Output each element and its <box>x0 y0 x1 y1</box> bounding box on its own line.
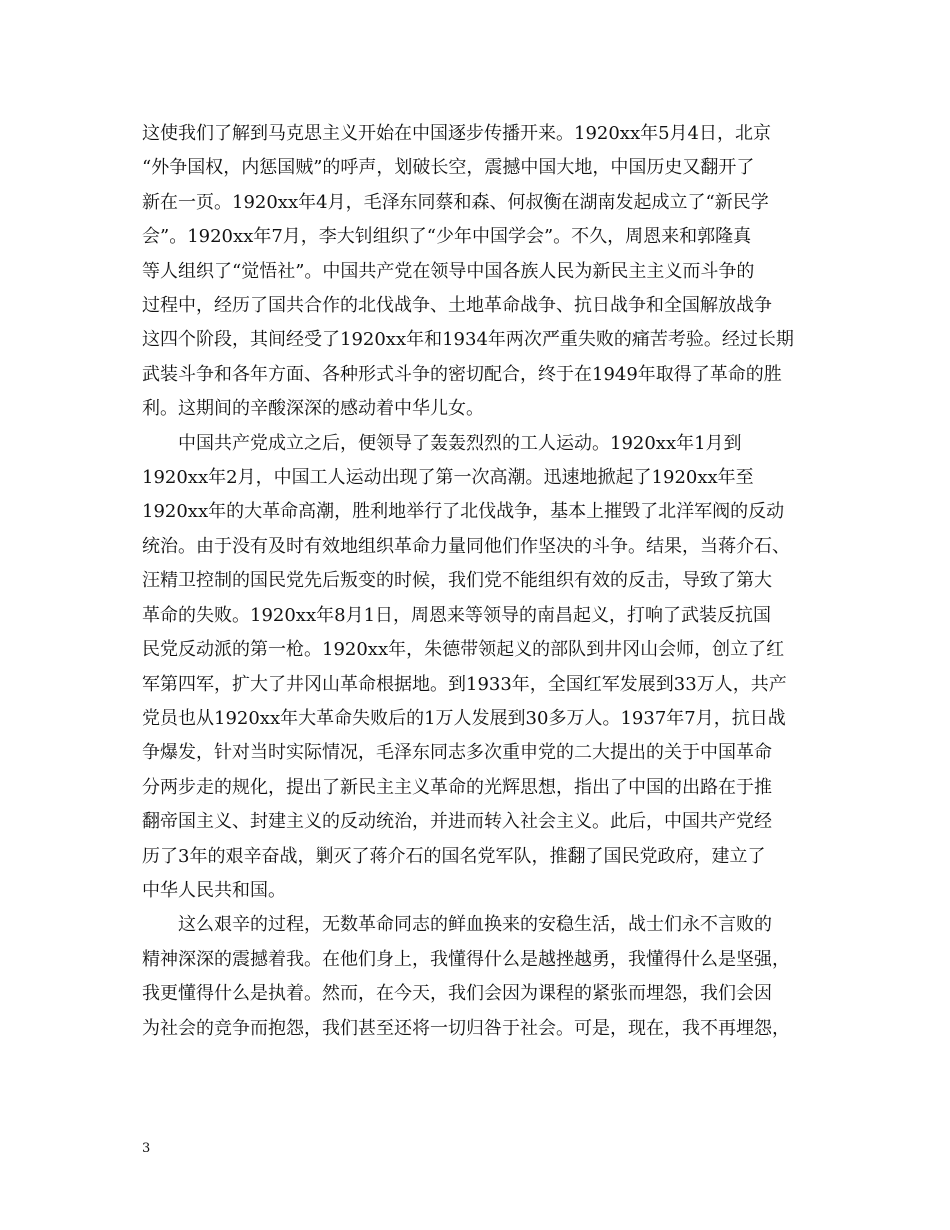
text-line: 我更懂得什么是执着。然而，在今天，我们会因为课程的紧张而埋怨，我们会因 <box>142 983 772 1005</box>
paragraph-2 <box>142 427 822 909</box>
text-line: 这么艰辛的过程，无数革命同志的鲜血换来的安稳生活，战士们永不言败的 <box>142 914 772 936</box>
text-line: 武装斗争和各年方面、各种形式斗争的密切配合，终于在1949年取得了革命的胜 <box>142 363 782 385</box>
page-number: 3 <box>142 1141 151 1156</box>
text-line: 这四个阶段，其间经受了1920xx年和1934年两次严重失败的痛苦考验。经过长期 <box>142 329 794 351</box>
text-line: 这使我们了解到马克思主义开始在中国逐步传播开来。1920xx年5月4日，北京 <box>142 123 772 144</box>
paragraph-1 <box>142 117 822 427</box>
paragraph-3 <box>142 908 822 1046</box>
text-line: 会”。1920xx年7月，李大钊组织了“少年中国学会”。不久，周恩来和郭隆真 <box>142 226 752 248</box>
text-line: 中华人民共和国。 <box>142 879 286 901</box>
text-line: 统治。由于没有及时有效地组织革命力量同他们作坚决的斗争。结果，当蒋介石、 <box>142 535 790 557</box>
text-line: 为社会的竞争而抱怨，我们甚至还将一切归咎于社会。可是，现在，我不再埋怨， <box>142 1017 790 1039</box>
text-line: 分两步走的规化，提出了新民主主义革命的光辉思想，指出了中国的出路在于推 <box>142 776 772 798</box>
text-line: 汪精卫控制的国民党先后叛变的时候，我们党不能组织有效的反击，导致了第大 <box>142 570 772 592</box>
text-line: 翻帝国主义、封建主义的反动统治，并进而转入社会主义。此后，中国共产党经 <box>142 811 772 833</box>
text-line: 革命的失败。1920xx年8月1日，周恩来等领导的南昌起义，打响了武装反抗国 <box>142 604 772 626</box>
text-line: 1920xx年的大革命高潮，胜利地举行了北伐战争，基本上摧毁了北洋军阀的反动 <box>142 501 785 523</box>
text-line: 民党反动派的第一枪。1920xx年，朱德带领起义的部队到井冈山会师，创立了红 <box>142 639 785 661</box>
text-line: 军第四军，扩大了井冈山革命根据地。到1933年，全国红军发展到33万人，共产 <box>142 673 787 695</box>
text-line: “外争国权，内惩国贼”的呼声，划破长空，震撼中国大地，中国历史又翻开了 <box>142 157 755 179</box>
text-line: 过程中，经历了国共合作的北伐战争、土地革命战争、抗日战争和全国解放战争 <box>142 295 772 317</box>
document-body <box>142 117 822 1046</box>
text-line: 等人组织了“觉悟社”。中国共产党在领导中国各族人民为新民主主义而斗争的 <box>142 260 755 282</box>
text-line: 党员也从1920xx年大革命失败后的1万人发展到30多万人。1937年7月，抗日战 <box>142 707 786 729</box>
text-line: 中国共产党成立之后，便领导了轰轰烈烈的工人运动。1920xx年1月到 <box>142 432 742 454</box>
text-line: 争爆发，针对当时实际情况，毛泽东同志多次重申党的二大提出的关于中国革命 <box>142 742 772 764</box>
text-line: 利。这期间的辛酸深深的感动着中华儿女。 <box>142 398 484 420</box>
text-line: 历了3年的艰辛奋战，剿灭了蒋介石的国名党军队，推翻了国民党政府，建立了 <box>142 845 766 867</box>
text-line: 1920xx年2月，中国工人运动出现了第一次高潮。迅速地掀起了1920xx年至 <box>142 467 754 489</box>
text-line: 新在一页。1920xx年4月，毛泽东同蔡和森、何叔衡在湖南发起成立了“新民学 <box>142 191 769 213</box>
text-line: 精神深深的震撼着我。在他们身上，我懂得什么是越挫越勇，我懂得什么是坚强， <box>142 948 790 970</box>
